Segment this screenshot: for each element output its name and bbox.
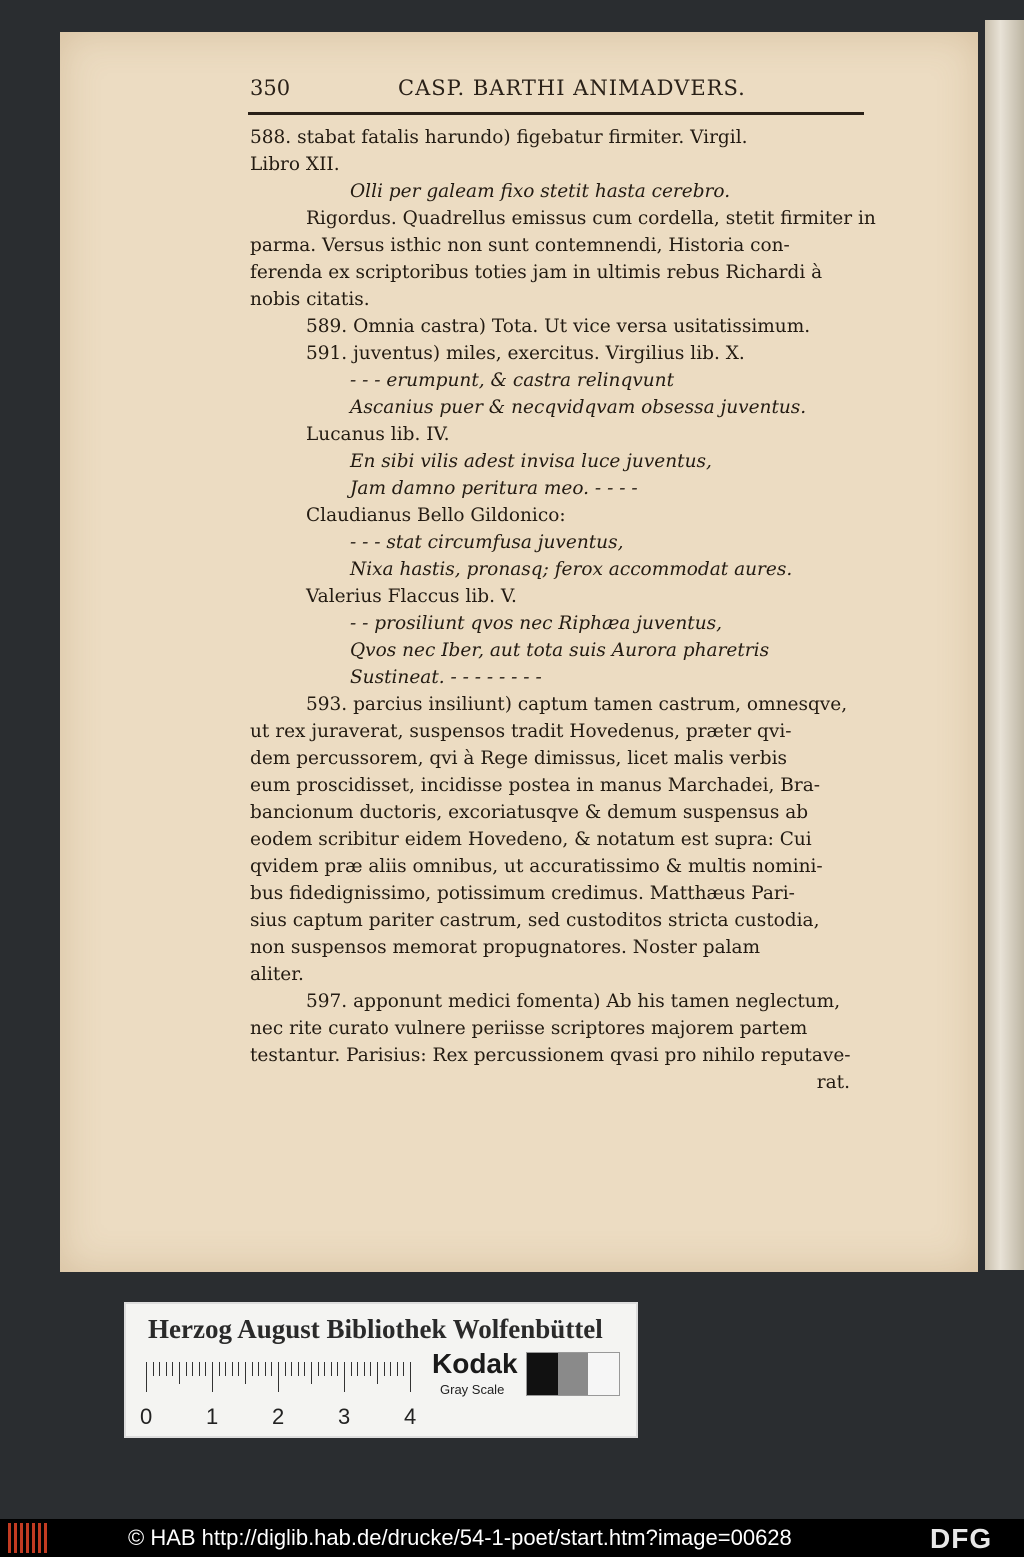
text-line: 589. Omnia castra) Tota. Ut vice versa usitatissimum. [306,316,811,337]
text-line: 591. juventus) miles, exercitus. Virgilius lib. X. [306,343,745,364]
text-line: ut rex juraverat, suspensos tradit Hovedenus, præter qvi- [250,721,792,742]
text-line: ferenda ex scriptoribus toties jam in ultimis rebus Richardi à [250,262,823,283]
logo-bar [32,1523,35,1553]
text-line: Nixa hastis, pronasq; ferox accommodat aures. [350,559,793,580]
ruler-tick [318,1362,319,1376]
text-line: parma. Versus isthic non sunt contemnendi, Historia con- [250,235,790,256]
text-line: - - - stat circumfusa juventus, [350,532,624,553]
library-name: Herzog August Bibliothek Wolfenbüttel [148,1314,603,1344]
text-line: nobis citatis. [250,289,370,310]
text-line: eodem scribitur eidem Hovedeno, & notatum est supra: Cui [250,829,812,850]
ruler-tick [146,1362,147,1392]
library-color-card [124,1302,638,1438]
ruler-tick [192,1362,193,1376]
footer-copyright-link[interactable]: © HAB http://diglib.hab.de/drucke/54-1-poet/start.htm?image=00628 [128,1525,792,1550]
text-line: non suspensos memorat propugnatores. Noster palam [250,937,761,958]
ruler-tick [357,1362,358,1376]
gray-patch [588,1353,619,1395]
page-number: 350 [250,76,291,100]
text-line: Lucanus lib. IV. [306,424,450,445]
ruler-tick [304,1362,305,1376]
ruler-tick [364,1362,365,1376]
ruler-tick [232,1362,233,1376]
text-line: - - prosiliunt qvos nec Riphæa juventus, [350,613,722,634]
ruler-tick [166,1362,167,1376]
ruler-number: 1 [206,1404,219,1429]
text-line: nec rite curato vulnere periisse scriptores majorem partem [250,1018,808,1039]
ruler-tick [311,1362,312,1384]
ruler-tick [205,1362,206,1376]
ruler-tick [258,1362,259,1376]
page-text [250,124,930,1096]
header-rule [248,112,864,115]
viewer-footer [0,1519,1024,1557]
running-title: CASP. BARTHI ANIMADVERS. [398,76,746,100]
text-line: bancionum ductoris, excoriatusqve & demum suspensus ab [250,802,809,823]
gray-scale-label: Gray Scale [440,1382,505,1397]
ruler-number: 4 [404,1404,417,1429]
ruler-tick [153,1362,154,1376]
ruler-tick [370,1362,371,1376]
logo-bar [38,1523,41,1553]
logo-bar [20,1523,23,1553]
text-line: 588. stabat fatalis harundo) figebatur firmiter. Virgil. [250,127,748,148]
logo-bar [26,1523,29,1553]
text-line: En sibi vilis adest invisa luce juventus, [350,451,712,472]
gray-scale-patches [526,1352,620,1396]
ruler-tick [225,1362,226,1376]
gray-patch [558,1353,589,1395]
ruler-tick [337,1362,338,1376]
ruler-tick [278,1362,279,1392]
ruler-tick [410,1362,411,1392]
ruler-tick [186,1362,187,1376]
ruler-tick [344,1362,345,1392]
text-line: bus fidedignissimo, potissimum credimus. Matthæus Pari- [250,883,795,904]
ruler-tick [172,1362,173,1376]
ruler-number: 0 [140,1404,153,1429]
text-line: eum proscidisset, incidisse postea in manus Marchadei, Bra- [250,775,821,796]
ruler-tick [238,1362,239,1376]
ruler-tick [245,1362,246,1384]
facing-page-edge [985,20,1024,1270]
ruler-tick [331,1362,332,1376]
ruler-tick [179,1362,180,1384]
text-line: Valerius Flaccus lib. V. [306,586,517,607]
logo-bar [8,1523,11,1553]
text-line: sius captum pariter castrum, sed custoditos stricta custodia, [250,910,820,931]
ruler-tick [265,1362,266,1376]
ruler-tick [397,1362,398,1376]
ruler-number: 3 [338,1404,351,1429]
text-line: rat. [816,1072,850,1093]
ruler-tick [298,1362,299,1376]
text-line: Rigordus. Quadrellus emissus cum cordella, stetit firmiter in [306,208,876,229]
logo-bar [44,1523,47,1553]
ruler-scale [140,1362,417,1429]
text-line: Jam damno peritura meo. - - - - [350,478,638,499]
ruler-tick [219,1362,220,1376]
text-line: Qvos nec Iber, aut tota suis Aurora pharetris [350,640,770,661]
text-line: Olli per galeam fixo stetit hasta cerebro. [350,181,731,202]
hab-logo-icon [8,1523,48,1553]
kodak-logo: Kodak [432,1348,518,1379]
ruler-tick [324,1362,325,1376]
ruler-tick [271,1362,272,1376]
gray-patch [527,1353,558,1395]
ruler-tick [384,1362,385,1376]
ruler-number: 2 [272,1404,285,1429]
ruler-tick [252,1362,253,1376]
ruler-tick [212,1362,213,1392]
ruler-tick [199,1362,200,1376]
text-line: qvidem præ aliis omnibus, ut accuratissimo & multis nomini- [250,856,823,877]
ruler-tick [285,1362,286,1376]
text-line: 597. apponunt medici fomenta) Ab his tamen neglectum, [306,991,841,1012]
ruler-tick [403,1362,404,1376]
logo-bar [14,1523,17,1553]
text-line: testantur. Parisius: Rex percussionem qvasi pro nihilo reputave- [250,1045,851,1066]
ruler-tick [377,1362,378,1384]
text-line: Libro XII. [250,154,340,175]
ruler-tick [159,1362,160,1376]
text-line: aliter. [250,964,304,985]
ruler-tick [351,1362,352,1376]
text-line: Ascanius puer & necqvidqvam obsessa juventus. [350,397,807,418]
ruler-tick [291,1362,292,1376]
text-line: - - - erumpunt, & castra relinqvunt [350,370,675,391]
text-line: dem percussorem, qvi à Rege dimissus, licet malis verbis [250,748,788,769]
running-head [250,76,810,106]
dfg-logo: DFG [930,1523,993,1554]
ruler-tick [390,1362,391,1376]
text-line: Sustineat. - - - - - - - - [350,667,542,688]
text-line: 593. parcius insiliunt) captum tamen castrum, omnesqve, [306,694,848,715]
text-line: Claudianus Bello Gildonico: [306,505,566,526]
